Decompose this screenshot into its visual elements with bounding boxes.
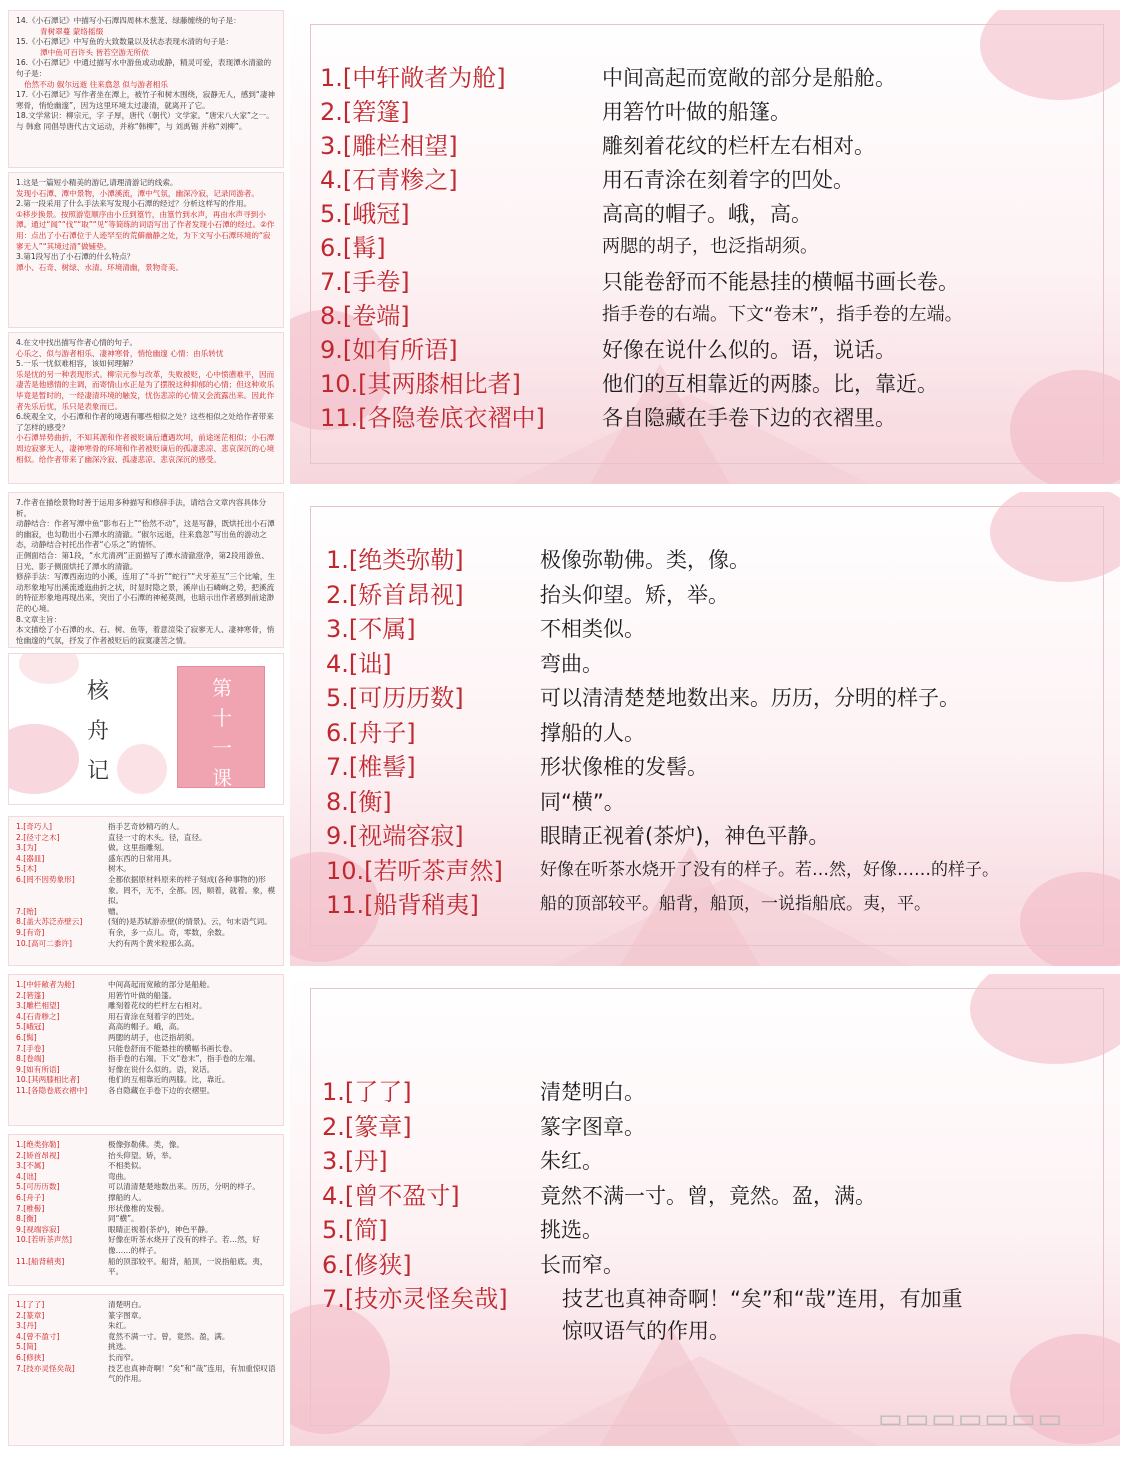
vocab-term: 10.[其两膝相比者] [16, 1075, 80, 1085]
vocab-term: 3.[雕栏相望] [320, 132, 458, 160]
vocab-term: 5.[可历历数] [326, 684, 464, 712]
vocab-term: 1.[了了] [322, 1078, 412, 1106]
vocab-definition: 中间高起而宽敞的部分是船舱。 [108, 980, 215, 989]
vocab-definition: 船的顶部较平。船背，船顶，一说指船底。夷，平。 [108, 1256, 268, 1277]
thumb-title-slide [8, 653, 284, 805]
vocab-row [290, 1072, 1120, 1107]
vocab-definition: 挑选。 [108, 1342, 131, 1352]
vocab-term: 4.[诎] [16, 1171, 37, 1181]
vocab-term: 8.[卷端] [16, 1054, 45, 1064]
vocab-term: 4.[石青糁之] [16, 1011, 60, 1021]
thumb-text: 1.这是一篇短小精美的游记,请理清游记的线索。 [16, 178, 178, 187]
thumb-slide-questions-4-6 [8, 332, 284, 484]
vocab-row [290, 575, 1120, 610]
vocab-term: 7.[技亦灵怪矣哉] [16, 1363, 75, 1373]
thumb-slide-vocab-people [8, 1134, 284, 1286]
vocab-term: 6.[髯] [16, 1032, 37, 1042]
vocab-term: 3.[雕栏相望] [16, 1001, 60, 1011]
vocab-row [290, 262, 1120, 296]
vocab-term: 3.[丹] [322, 1147, 388, 1175]
lesson-char: 课 [212, 766, 232, 790]
vocab-definition: 用箬竹叶做的船篷。 [108, 990, 177, 1000]
thumb-text: 6.统观全文，小石潭和作者的境遇有哪些相似之处？这些相似之处给作者带来了怎样的感受？ [16, 412, 274, 432]
vocab-definition: (刻的)是苏轼游赤壁(的情景)。云，句末语气词。 [108, 917, 272, 927]
thumb-text: 正侧面结合：第1段，“水尤清冽”正面描写了潭水清澈澄净，第2段用游鱼、日光、影子侧面烘托了潭水的清澈。 [16, 550, 269, 571]
vocab-row [290, 194, 1120, 228]
vocab-definition: 极像弥勒佛。类，像。 [540, 548, 750, 572]
vocab-definition: 用箬竹叶做的船篷。 [602, 100, 791, 124]
vocab-definition: 长而窄。 [108, 1352, 139, 1362]
lesson-char: 第 [212, 676, 232, 700]
vocab-term: 7.[手卷] [16, 1043, 45, 1053]
vocab-term: 8.[盖大苏泛赤壁云] [16, 917, 83, 927]
vocab-definition: 抬头仰望。矫，举。 [108, 1150, 177, 1160]
vocab-row [290, 398, 1120, 432]
vocab-term: 10.[其两膝相比者] [320, 370, 521, 398]
vocab-row [290, 160, 1120, 194]
vocab-definition: 指手艺奇妙精巧的人。 [108, 822, 184, 831]
thumb-answer: 潭中鱼可百许头 皆若空游无所依 [40, 47, 149, 57]
vocab-term: 8.[卷端] [320, 302, 410, 330]
vocab-row [290, 228, 1120, 262]
vocab-definition: 技艺也真神奇啊！“矣”和“哉”连用，有加重惊叹语气的作用。 [108, 1363, 276, 1384]
vocab-row [290, 1210, 1120, 1245]
vocab-term: 9.[如有所语] [16, 1064, 60, 1074]
vocab-definition: 两腮的胡子，也泛指胡须。 [602, 236, 818, 257]
vocab-definition: 好像在听茶水烧开了没有的样子。若…然，好像……的样子。 [108, 1235, 260, 1255]
thumb-text: 18.文学常识：柳宗元，字 子厚，唐代（朝代）文学家。“唐宋八大家”之一。与 韩愈 同倡导唐代古文运动，并称“韩柳”，与 刘禹锡 并称“刘柳”。 [16, 111, 274, 131]
vocab-row [290, 1107, 1120, 1142]
vocab-definition: 抬头仰望。矫，举。 [540, 582, 729, 607]
thumb-answer: ①移步换景。按照游览顺序由小丘到篁竹，由篁竹到水声，再由水声寻到小潭。通过“闻”“伐”“取”“见”等简练的词语写出了作者发现小石潭的经过。②作用：点出了小石潭位于人迹罕至的荒僻幽静之处，为下文写小石潭环境的“寂寥无人”“其境过清”做铺垫。 [16, 209, 275, 251]
vocab-definition: 撑船的人。 [540, 720, 645, 745]
vocab-term: 6.[罔不因势象形] [16, 874, 75, 884]
thumb-text: 14.《小石潭记》中描写小石潭四周林木葱茏、绿藤缠绕的句子是： [16, 16, 241, 25]
thumb-answer: 青树翠蔓 蒙络摇缀 [40, 26, 104, 36]
vocab-row [290, 713, 1120, 748]
vocab-term: 1.[奇巧人] [16, 822, 52, 831]
vocab-definition: 长而窄。 [540, 1252, 624, 1277]
vocab-definition: 指手卷的右端。下文“卷末”，指手卷的左端。 [602, 304, 963, 325]
vocab-row [290, 885, 1120, 920]
vocab-row [290, 1279, 1120, 1343]
vocab-term: 8.[衡] [326, 787, 392, 816]
thumb-answer: 潭小、石奇、树绿、水清。环境清幽，景物奇美。 [16, 262, 184, 272]
vocab-definition: 不相类似。 [108, 1161, 146, 1171]
vocab-term: 6.[修狭] [16, 1352, 45, 1362]
vocab-definition: 篆字图章。 [540, 1114, 645, 1139]
vocab-definition: 他们的互相靠近的两膝。比，靠近。 [108, 1075, 230, 1085]
thumb-text: 本文描绘了小石潭的水、石、树、鱼等，着意渲染了寂寥无人、凄神寒骨，悄怆幽邃的气氛，抒发了作者被贬后的寂寞凄苦之情。 [16, 625, 275, 645]
vocab-definition: 眼睛正视着(茶炉)，神色平静。 [540, 824, 830, 848]
vocab-definition: 清楚明白。 [108, 1300, 146, 1309]
vocab-mini-list [16, 822, 276, 949]
vocab-term: 2.[径寸之木] [16, 832, 60, 842]
vocab-term: 5.[简] [16, 1342, 37, 1352]
vocab-definition: 极像弥勒佛。类，像。 [108, 1140, 184, 1149]
vocab-term: 6.[舟子] [326, 718, 416, 747]
thumb-answer: 佁然不动 俶尔远逝 往来翕忽 似与游者相乐 [24, 79, 168, 89]
vocab-term: 3.[不属] [326, 615, 416, 643]
vocab-row [290, 1245, 1120, 1280]
vocab-definition: 撑船的人。 [108, 1192, 146, 1202]
vocab-term: 7.[手卷] [320, 268, 410, 296]
vocab-definition: 弯曲。 [540, 651, 603, 676]
vocab-row [290, 540, 1120, 575]
lesson-number-box [177, 666, 265, 788]
thumb-text: 3.第1段写出了小石潭的什么特点？ [16, 252, 135, 262]
vocab-mini-list [16, 1140, 276, 1278]
vocab-definition: 同“横”。 [540, 789, 625, 814]
vocab-term: 4.[石青糁之] [320, 166, 458, 194]
vocab-row [290, 609, 1120, 644]
vocab-row [290, 330, 1120, 364]
vocab-term: 6.[修狭] [322, 1250, 412, 1279]
vocab-definition: 全都依据原材料原来的样子刻成(各种事物的)形象。罔不，无不，全都。因，顺着，就着。象，模拟。 [108, 874, 276, 906]
vocab-term: 1.[中轩敞者为舱] [320, 64, 506, 92]
vocab-term: 9.[视端容寂] [326, 822, 464, 850]
vocab-definition: 直径一寸的木头。径，直径。 [108, 832, 207, 842]
vocab-definition: 雕刻着花纹的栏杆左右相对。 [602, 134, 875, 158]
thumb-text: 7.作者在描绘景物时善于运用多种描写和修辞手法，请结合文章内容具体分析。 [16, 498, 267, 518]
thumb-answer: 发现小石潭、潭中景物，小潭溪流，潭中气氛，幽深冷寂，记录同游者。 [16, 188, 259, 198]
lesson-char: 十 [212, 706, 232, 730]
vocab-term: 11.[各隐卷底衣褶中] [16, 1085, 88, 1095]
thumb-text: 2.第一段采用了什么手法来写发现小石潭的经过？分析这样写的作用。 [16, 199, 252, 209]
vocab-term: 1.[了了] [16, 1300, 45, 1309]
vocab-term: 5.[峨冠] [16, 1022, 45, 1032]
vocab-term: 2.[箬篷] [16, 990, 45, 1000]
thumb-text: 8.文章主旨： [16, 614, 62, 624]
vocab-definition: 朱红。 [108, 1321, 131, 1331]
vocab-definition: 篆字图章。 [108, 1310, 146, 1320]
blossom-decoration [117, 744, 167, 794]
vocab-definition: 高高的帽子。峨，高。 [602, 202, 812, 226]
vocab-definition: 挑选。 [540, 1218, 603, 1242]
vocab-term: 5.[木] [16, 864, 37, 874]
vocab-row [290, 816, 1120, 851]
vocab-definition: 好像在说什么似的。语，说话。 [602, 338, 896, 362]
vocab-row [290, 1176, 1120, 1211]
blossom-decoration [8, 724, 79, 794]
vocab-term: 9.[如有所语] [320, 336, 458, 364]
thumb-text: 17.《小石潭记》写作者坐在潭上，被竹子和树木围绕，寂静无人，感到“凄神寒骨，悄怆幽邃”，因为这里环境太过凄清，就离开了它。 [16, 90, 276, 110]
vocab-definition: 竟然不满一寸。曾，竟然。盈，满。 [540, 1183, 876, 1208]
vocab-mini-list [16, 1300, 276, 1385]
vocab-term: 2.[箬篷] [320, 98, 410, 126]
vocab-definition: 好像在说什么似的。语，说话。 [108, 1064, 215, 1074]
vocab-definition: 眼睛正视着(茶炉)，神色平静。 [108, 1224, 213, 1234]
vocab-definition: 高高的帽子。峨，高。 [108, 1022, 184, 1032]
vocab-term: 3.[为] [16, 843, 37, 853]
vocab-term: 2.[篆章] [322, 1112, 412, 1141]
vocab-definition: 有余，多一点儿。奇，零数，余数。 [108, 927, 230, 937]
vocab-term: 10.[若听茶声然] [16, 1235, 72, 1245]
title-char: 记 [86, 759, 109, 784]
thumb-text: 5.一乐一忧似难相容，该如何理解？ [16, 359, 138, 369]
thumb-slide-vocab-final [8, 1294, 284, 1446]
vocab-term: 9.[有奇] [16, 927, 45, 937]
thumb-text: 动静结合：作者写潭中鱼“影布石上”“佁然不动”，这是写静，既烘托出小石潭的幽寂，也勾勒出小石潭水的清澈。“俶尔远逝，往来翕忽”写出鱼的游动之态，动静结合衬托出作者“心乐之”的情怀。 [16, 519, 275, 550]
vocab-definition: 船的顶部较平。船背，船顶，一说指船底。夷，平。 [540, 894, 931, 914]
thumb-answer: 小石潭异势曲折，不知其源和作者被贬谪后遭遇坎坷，前途迷茫相似；小石潭周边寂寥无人，凄神寒骨的环境和作者被贬谪后的孤凄悲凉、悲哀深沉的心境相似。给作者带来了幽深冷寂、孤凄悲凉、悲哀深沉的感受。 [16, 433, 275, 464]
vocab-definition: 用石青涂在刻着字的凹处。 [602, 168, 854, 192]
vocab-term: 1.[绝类弥勒] [16, 1140, 60, 1149]
vocab-term: 6.[髯] [320, 234, 386, 262]
vocab-term: 4.[曾不盈寸] [322, 1181, 460, 1210]
thumb-text: 修辞手法：写潭西南边的小溪，连用了“斗折”“蛇行”“犬牙差互”三个比喻，生动形象地写出溪流逶迤曲折之状，时显时隐之景，溪岸山石嶙峋之势，把溪流的特征形象地再现出来，突出了小石潭的神秘莫测，也暗示出作者感到前途渺茫的心境。 [16, 572, 276, 613]
vocab-term: 8.[衡] [16, 1214, 37, 1224]
vocab-row [290, 851, 1120, 886]
lesson-char: 一 [212, 736, 232, 760]
vocab-definition: 盛东西的日常用具。 [108, 853, 177, 863]
thumb-slide-questions-14-18 [8, 10, 284, 168]
title-char: 核 [86, 679, 109, 704]
vocab-definition-continued: 惊叹语气的作用。 [562, 1319, 730, 1343]
watermark-decoration: ▭▭▭▭▭▭▭ [878, 1404, 1064, 1434]
thumb-slide-vocab-boat [8, 974, 284, 1126]
lesson-title [83, 672, 113, 792]
vocab-term: 11.[船背稍夷] [326, 891, 479, 919]
thumb-slide-questions-1-3 [8, 172, 284, 328]
vocab-definition: 竟然不满一寸。曾，竟然。盈，满。 [108, 1331, 230, 1341]
vocab-row [290, 782, 1120, 817]
vocab-term: 4.[诎] [326, 649, 392, 678]
slide-vocab-people [290, 492, 1120, 966]
vocab-definition: 不相类似。 [540, 617, 645, 641]
vocab-row [290, 1141, 1120, 1176]
thumb-text: 4.在文中找出描写作者心情的句子。 [16, 338, 138, 347]
vocab-definition: 指手卷的右端。下文“卷末”，指手卷的左端。 [108, 1054, 261, 1064]
vocab-definition: 中间高起而宽敞的部分是船舱。 [602, 66, 896, 90]
vocab-definition: 弯曲。 [108, 1171, 131, 1181]
vocab-definition: 同“横”。 [108, 1214, 139, 1224]
vocab-definition: 各自隐藏在手卷下边的衣褶里。 [108, 1085, 215, 1095]
thumb-slide-questions-7-8 [8, 492, 284, 648]
vocab-definition: 可以清清楚楚地数出来。历历，分明的样子。 [540, 686, 960, 710]
thumb-slide-vocab-1-10 [8, 816, 284, 966]
vocab-term: 2.[矫首昂视] [326, 580, 464, 609]
vocab-term: 1.[中轩敞者为舱] [16, 980, 75, 989]
vocab-definition: 清楚明白。 [540, 1080, 645, 1104]
vocab-row [290, 364, 1120, 398]
vocab-term: 6.[舟子] [16, 1192, 45, 1202]
vocab-definition: 只能卷舒而不能悬挂的横幅书画长卷。 [602, 270, 959, 294]
vocab-row [290, 92, 1120, 126]
vocab-definition: 大约有两个黄米粒那么高。 [108, 938, 200, 948]
vocab-term: 9.[视端容寂] [16, 1224, 60, 1234]
vocab-row [290, 296, 1120, 330]
vocab-term: 3.[不属] [16, 1161, 45, 1171]
vocab-definition: 树木。 [108, 864, 131, 874]
vocab-definition: 朱红。 [540, 1149, 603, 1173]
thumb-answer: 乐是忧的另一种表现形式。柳宗元参与改革，失败被贬，心中愤懑难平，因而凄苦是他感情的主调，而寄情山水正是为了摆脱这种抑郁的心情；但这种欢乐毕竟是暂时的，一经凄清环境的触发，忧伤悲凉的心情又会流露出来。因此作者先乐后忧，乐只是表象而已。 [16, 369, 275, 411]
vocab-definition: 好像在听茶水烧开了没有的样子。若…然，好像……的样子。 [540, 859, 999, 880]
title-char: 舟 [86, 719, 109, 744]
vocab-definition: 他们的互相靠近的两膝。比，靠近。 [602, 372, 938, 396]
vocab-row [290, 678, 1120, 713]
vocab-term: 3.[丹] [16, 1321, 37, 1331]
vocab-term: 2.[篆章] [16, 1310, 45, 1320]
vocab-definition: 形状像椎的发髻。 [540, 755, 708, 779]
vocab-definition: 雕刻着花纹的栏杆左右相对。 [108, 1001, 207, 1011]
thumb-text: 15.《小石潭记》中写鱼的大致数量以及状态表现水清的句子是： [16, 37, 234, 47]
vocab-row [290, 644, 1120, 679]
vocab-definition: 两腮的胡子，也泛指胡须。 [108, 1032, 200, 1042]
vocab-mini-list [16, 980, 276, 1097]
vocab-term: 5.[可历历数] [16, 1182, 60, 1192]
vocab-term: 10.[高可二黍许] [16, 938, 72, 948]
vocab-term: 4.[曾不盈寸] [16, 1331, 60, 1341]
vocab-term: 5.[峨冠] [320, 200, 410, 228]
vocab-term: 7.[贻] [16, 906, 37, 916]
blossom-decoration [19, 653, 79, 684]
lesson-number [208, 673, 236, 793]
thumb-answer: 心乐之、似与游者相乐、凄神寒骨，悄怆幽邃 心情：由乐转忧 [16, 348, 224, 358]
vocab-definition: 做。这里指雕刻。 [108, 843, 169, 853]
vocab-definition: 赠。 [108, 906, 124, 916]
vocab-row [290, 126, 1120, 160]
vocab-definition: 用石青涂在刻着字的凹处。 [108, 1011, 200, 1021]
vocab-term: 1.[绝类弥勒] [326, 546, 464, 574]
vocab-term: 11.[各隐卷底衣褶中] [320, 404, 545, 432]
vocab-term: 4.[器皿] [16, 853, 45, 863]
slide-vocab-final [290, 974, 1120, 1446]
vocab-row [290, 58, 1120, 92]
vocab-term: 7.[椎髻] [16, 1203, 45, 1213]
thumb-text: 16.《小石潭记》中通过描写水中游鱼或动或静，精灵可爱，表现潭水清澈的句子是： [16, 58, 272, 78]
vocab-term: 7.[椎髻] [326, 753, 416, 781]
vocab-definition: 可以清清楚楚地数出来。历历，分明的样子。 [108, 1182, 260, 1192]
vocab-row [290, 747, 1120, 782]
slide-vocab-boat [290, 10, 1120, 484]
vocab-term: 11.[船背稍夷] [16, 1256, 65, 1266]
vocab-definition: 形状像椎的发髻。 [108, 1203, 169, 1213]
vocab-term: 2.[矫首昂视] [16, 1150, 60, 1160]
vocab-definition: 技艺也真神奇啊！“矣”和“哉”连用，有加重 [562, 1287, 963, 1311]
vocab-definition: 只能卷舒而不能悬挂的横幅书画长卷。 [108, 1043, 238, 1053]
vocab-term: 10.[若听茶声然] [326, 856, 503, 885]
vocab-term: 5.[简] [322, 1216, 388, 1244]
vocab-term: 7.[技亦灵怪矣哉] [322, 1285, 508, 1313]
vocab-definition: 各自隐藏在手卷下边的衣褶里。 [602, 406, 896, 430]
